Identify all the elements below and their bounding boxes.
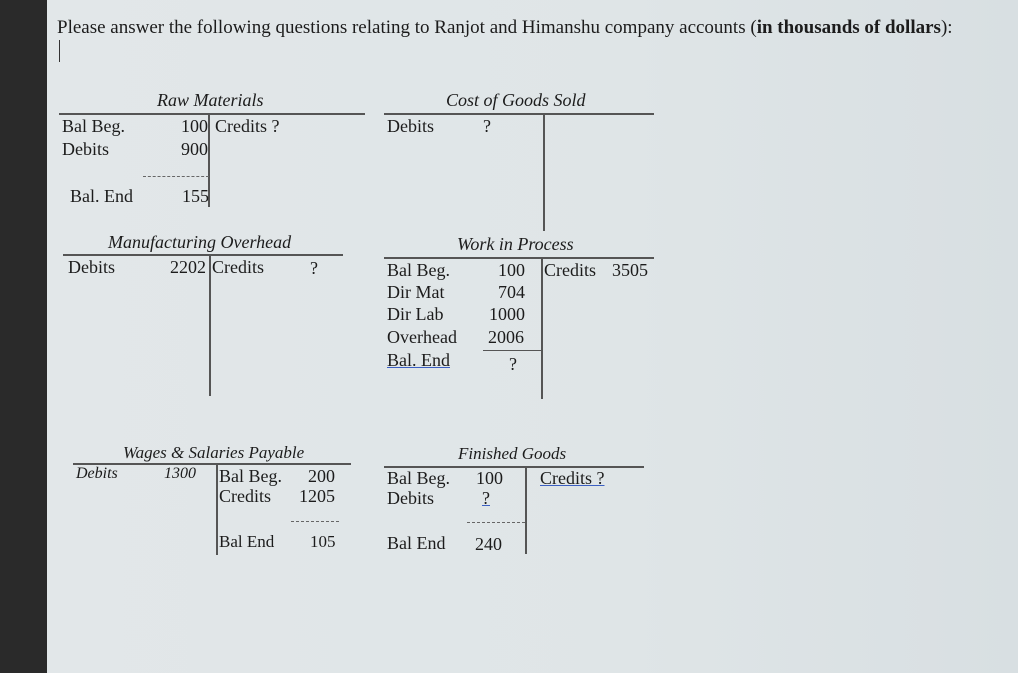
wip-title: Work in Process	[457, 234, 574, 254]
wip-row-label: Bal Beg.	[387, 260, 450, 280]
finished-goods-credits-label: Credits ?	[540, 468, 605, 488]
mfg-overhead-credits-value: ?	[310, 258, 318, 278]
wip-row-value: 704	[498, 282, 525, 302]
heading-suffix: ):	[940, 17, 953, 38]
mfg-overhead-debits-value: 2202	[170, 257, 206, 277]
raw-materials-debits-value: 900	[181, 139, 208, 159]
cogs-top-rule	[384, 113, 654, 115]
raw-materials-title: Raw Materials	[157, 90, 264, 110]
wip-row-label: Overhead	[387, 327, 457, 347]
finished-goods-bal-beg-value: 100	[476, 468, 503, 488]
raw-materials-bal-end-value: 155	[182, 186, 209, 206]
raw-materials-bal-beg-label: Bal Beg.	[62, 116, 125, 136]
wip-row-value: 100	[498, 260, 525, 280]
cogs-divider	[543, 113, 545, 231]
raw-materials-bal-end-label: Bal. End	[70, 186, 133, 206]
wages-credits-label: Credits	[219, 486, 271, 506]
mfg-overhead-title: Manufacturing Overhead	[108, 232, 292, 252]
wip-row-value: 2006	[488, 327, 524, 347]
wip-row-label: Dir Mat	[387, 282, 445, 302]
text-cursor[interactable]	[59, 40, 60, 62]
wages-bal-end-label: Bal End	[219, 532, 275, 551]
raw-materials-bal-beg-value: 100	[181, 116, 208, 136]
wip-row-label: Dir Lab	[387, 304, 444, 324]
mfg-overhead-debits-label: Debits	[68, 257, 115, 277]
wip-bal-end-label: Bal. End	[387, 350, 450, 370]
finished-goods-debits-label: Debits	[387, 488, 434, 508]
mfg-overhead-credits-label: Credits	[212, 257, 264, 277]
wages-title: Wages & Salaries Payable	[123, 443, 305, 462]
wages-total-rule	[291, 521, 339, 522]
wages-divider	[216, 463, 218, 555]
wip-credits-value: 3505	[612, 260, 648, 280]
wages-bal-beg-label: Bal Beg.	[219, 466, 282, 486]
wages-bal-end-value: 105	[310, 532, 336, 551]
wip-row-value: 1000	[489, 304, 525, 324]
finished-goods-debits-value: ?	[482, 488, 490, 508]
instructions-heading	[57, 17, 953, 39]
finished-goods-title: Finished Goods	[458, 444, 567, 463]
wip-bal-end-value: ?	[509, 354, 517, 374]
wages-debits-label: Debits	[76, 465, 118, 482]
finished-goods-bal-end-label: Bal End	[387, 533, 446, 553]
raw-materials-top-rule	[59, 113, 365, 115]
mfg-overhead-top-rule	[63, 254, 343, 256]
wip-total-rule	[483, 350, 541, 351]
cogs-debits-value: ?	[483, 116, 491, 136]
wages-debits-value: 1300	[164, 465, 196, 482]
finished-goods-bal-beg-label: Bal Beg.	[387, 468, 450, 488]
wages-credits-value: 1205	[299, 486, 335, 506]
raw-materials-total-rule	[143, 176, 209, 177]
heading-prefix: Please answer the following questions relating to Ranjot and Himanshu company accounts (	[57, 17, 757, 38]
cogs-debits-label: Debits	[387, 116, 434, 136]
finished-goods-divider	[525, 466, 527, 554]
wip-divider	[541, 257, 543, 399]
finished-goods-bal-end-value: 240	[475, 534, 502, 554]
cogs-title: Cost of Goods Sold	[446, 90, 586, 110]
mfg-overhead-divider	[209, 254, 211, 396]
raw-materials-credits-label: Credits ?	[215, 116, 280, 136]
wip-top-rule	[384, 257, 654, 259]
wages-bal-beg-value: 200	[308, 466, 335, 486]
raw-materials-debits-label: Debits	[62, 139, 109, 159]
wip-credits-label: Credits	[544, 260, 596, 280]
heading-bold: in thousands of dollars	[756, 17, 941, 38]
finished-goods-total-rule	[467, 522, 525, 523]
document-page	[47, 0, 1018, 673]
